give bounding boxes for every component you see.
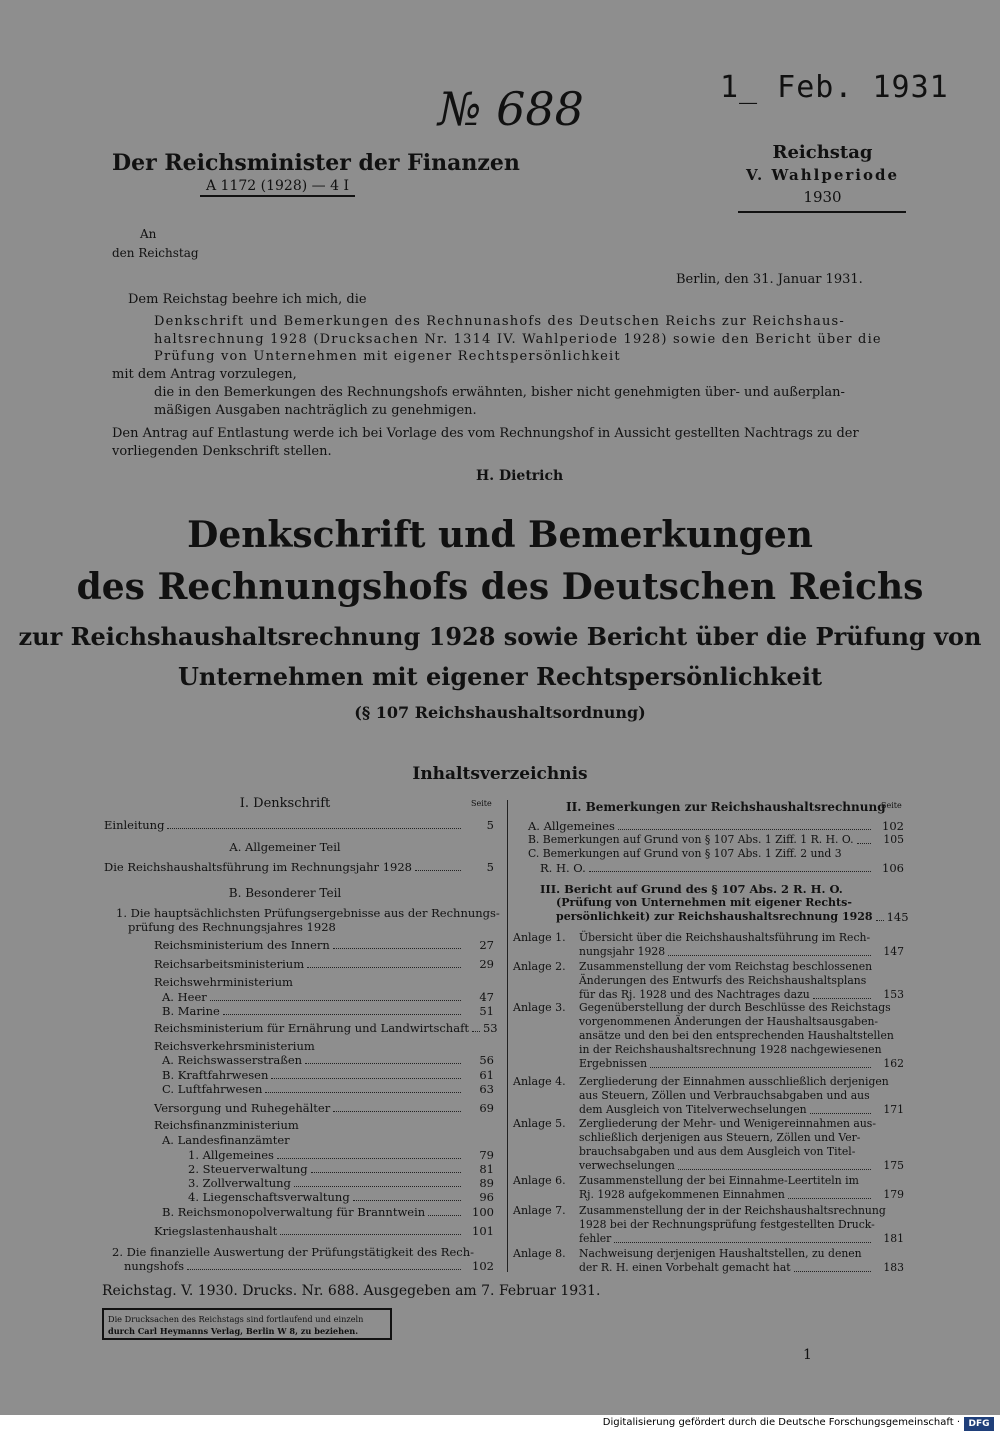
- toc-right-iii-line-2: (Prüfung von Unternehmen mit eigener Rechts-: [556, 896, 852, 909]
- letter-line-6: die in den Bemerkungen des Rechnungshofs erwähnten, bisher nicht genehmigten über- und außerplan-: [154, 385, 845, 400]
- toc-entry-page: 181: [883, 1232, 904, 1245]
- toc-entry-title: fehler: [579, 1232, 612, 1245]
- toc-anlage-line: Nachweisung derjenigen Haushaltstellen, zu denen: [579, 1247, 862, 1260]
- toc-left-versorgung[interactable]: Versorgung und Ruhegehälter 69: [154, 1101, 494, 1115]
- toc-left-heading: I. Denkschrift: [239, 796, 331, 811]
- toc-anlage-line: Zusammenstellung der bei Einnahme-Leertiteln im: [579, 1174, 859, 1187]
- toc-entry-page: 162: [883, 1057, 904, 1070]
- toc-left-verkehr: Reichsverkehrsministerium: [154, 1039, 315, 1053]
- toc-anlage-line: Zergliederung der Einnahmen ausschließlich derjenigen: [579, 1075, 889, 1088]
- publisher-line-2: durch Carl Heymanns Verlag, Berlin W 8, zu beziehen.: [108, 1326, 359, 1336]
- toc-anlage-label: Anlage 1.: [513, 931, 566, 944]
- toc-entry-title: dem Ausgleich von Titelverwechselungen: [579, 1103, 807, 1116]
- title-line-1: Denkschrift und Bemerkungen: [187, 514, 813, 556]
- letter-line-9: vorliegenden Denkschrift stellen.: [112, 444, 332, 459]
- toc-left-allgemeines[interactable]: 1. Allgemeines 79: [188, 1148, 494, 1162]
- toc-column-divider: [507, 800, 508, 1272]
- publisher-line-1: Die Drucksachen des Reichstags sind fortlaufend und einzeln: [108, 1314, 364, 1324]
- toc-left-kriegslasten[interactable]: Kriegslastenhaushalt 101: [154, 1224, 494, 1238]
- wahlperiode-label: V. Wahlperiode: [746, 166, 899, 184]
- toc-anlage-label: Anlage 5.: [513, 1117, 566, 1130]
- title-line-5: (§ 107 Reichshaushaltsordnung): [354, 703, 646, 722]
- toc-left-heer[interactable]: A. Heer 47: [162, 990, 494, 1004]
- toc-anlage-entry[interactable]: [579, 945, 904, 959]
- toc-anlage-line: schließlich derjenigen aus Steuern, Zöllen und Ver-: [579, 1131, 861, 1144]
- toc-left-ernaehrung[interactable]: Reichsministerium für Ernährung und Landwirtschaft 53: [154, 1021, 498, 1035]
- toc-left-luftfahrwesen[interactable]: C. Luftfahrwesen 63: [162, 1082, 494, 1096]
- toc-right-allgemeines[interactable]: A. Allgemeines 102: [528, 819, 904, 833]
- toc-anlage-entry[interactable]: [579, 1232, 904, 1246]
- page-number: 1: [803, 1347, 812, 1363]
- title-line-4: Unternehmen mit eigener Rechtspersönlichkeit: [177, 662, 823, 691]
- toc-anlage-entry[interactable]: [579, 1261, 904, 1275]
- sender-title: Der Reichsminister der Finanzen: [112, 150, 520, 176]
- toc-left-steuerverwaltung[interactable]: 2. Steuerverwaltung 81: [188, 1162, 494, 1176]
- letter-line-1: Dem Reichstag beehre ich mich, die: [128, 292, 367, 307]
- toc-anlage-line: 1928 bei der Rechnungsprüfung festgestellten Druck-: [579, 1218, 875, 1231]
- toc-left-section-b: B. Besonderer Teil: [228, 886, 342, 900]
- toc-anlage-entry[interactable]: [579, 1057, 904, 1071]
- toc-left-marine[interactable]: B. Marine 51: [162, 1004, 494, 1018]
- toc-left-b2-line-2[interactable]: nungshofs 102: [124, 1259, 494, 1273]
- toc-heading: Inhaltsverzeichnis: [412, 764, 588, 784]
- letter-line-3: haltsrechnung 1928 (Drucksachen Nr. 1314 IV. Wahlperiode 1928) sowie den Bericht über die: [154, 332, 882, 347]
- toc-anlage-label: Anlage 7.: [513, 1204, 566, 1217]
- toc-entry-page: 179: [883, 1188, 904, 1201]
- digitization-footer: [0, 1415, 1000, 1434]
- dfg-logo: DFG: [964, 1417, 994, 1431]
- place-date: Berlin, den 31. Januar 1931.: [676, 272, 863, 287]
- footer-credit: Digitalisierung gefördert durch die Deutsche Forschungsgemeinschaft ·: [602, 1417, 960, 1428]
- toc-right-iii-line-3[interactable]: persönlichkeit) zur Reichshaushaltsrechnung 1928 145: [556, 910, 909, 924]
- toc-left-landesfinanzaemter: A. Landesfinanzämter: [162, 1133, 290, 1147]
- toc-anlage-label: Anlage 2.: [513, 960, 566, 973]
- sender-reference: A 1172 (1928) — 4 I: [200, 178, 355, 197]
- toc-right-heading: II. Bemerkungen zur Reichshaushaltsrechnung: [566, 800, 886, 814]
- toc-anlage-entry[interactable]: [579, 1188, 904, 1202]
- letter-line-5: mit dem Antrag vorzulegen,: [112, 367, 297, 382]
- received-stamp: 1_ Feb. 1931: [720, 70, 949, 105]
- toc-anlage-entry[interactable]: [579, 1103, 904, 1117]
- toc-left-wehr: Reichswehrministerium: [154, 975, 293, 989]
- toc-anlage-line: aus Steuern, Zöllen und Verbrauchsabgaben und aus: [579, 1089, 870, 1102]
- toc-left-liegenschaftsverwaltung[interactable]: 4. Liegenschaftsverwaltung 96: [188, 1190, 494, 1204]
- toc-left-monopolverwaltung[interactable]: B. Reichsmonopolverwaltung für Branntwein 100: [162, 1205, 494, 1219]
- addressee-line-2: den Reichstag: [112, 246, 199, 260]
- letter-line-4: Prüfung von Unternehmen mit eigener Rechtspersönlichkeit: [154, 349, 621, 364]
- toc-anlage-label: Anlage 4.: [513, 1075, 566, 1088]
- toc-entry-page: 5: [486, 818, 494, 832]
- publisher-box: [102, 1308, 392, 1340]
- toc-entry-title: der R. H. einen Vorbehalt gemacht hat: [579, 1261, 791, 1274]
- toc-entry-title: für das Rj. 1928 und des Nachtrages dazu: [579, 988, 810, 1001]
- toc-left-finanz: Reichsfinanzministerium: [154, 1118, 299, 1132]
- toc-left-section-a: A. Allgemeiner Teil: [229, 840, 341, 854]
- toc-entry-title: Einleitung: [104, 818, 165, 832]
- toc-left-zollverwaltung[interactable]: 3. Zollverwaltung 89: [188, 1176, 494, 1190]
- toc-left-einleitung[interactable]: [104, 818, 494, 832]
- toc-anlage-line: ansätze und den bei den entsprechenden Haushaltstellen: [579, 1029, 894, 1042]
- year-label: 1930: [803, 188, 842, 206]
- title-line-2: des Rechnungshofs des Deutschen Reichs: [76, 566, 924, 608]
- toc-left-reichshaushaltsfuehrung[interactable]: Die Reichshaushaltsführung im Rechnungsjahr 1928 5: [104, 860, 494, 874]
- toc-anlage-entry[interactable]: [579, 1159, 904, 1173]
- letter-line-7: mäßigen Ausgaben nachträglich zu genehmigen.: [154, 403, 477, 418]
- addressee-line-1: An: [140, 227, 157, 241]
- toc-anlage-line: Änderungen des Entwurfs des Reichshaushaltsplans: [579, 974, 867, 987]
- toc-right-ziff2-line-2[interactable]: R. H. O. 106: [540, 861, 904, 875]
- letter-line-8: Den Antrag auf Entlastung werde ich bei Vorlage des vom Rechnungshof in Aussicht gestellten Nachtrags zu der: [112, 426, 859, 441]
- toc-anlage-line: brauchsabgaben und aus dem Ausgleich von Titel-: [579, 1145, 856, 1158]
- toc-anlage-line: Zusammenstellung der vom Reichstag beschlossenen: [579, 960, 873, 973]
- toc-left-wasserstrassen[interactable]: A. Reichswasserstraßen 56: [162, 1053, 494, 1067]
- toc-entry-page: 147: [883, 945, 904, 958]
- toc-left-seite-label: Seite: [471, 799, 492, 808]
- toc-entry-title: Ergebnissen: [579, 1057, 648, 1070]
- toc-anlage-label: Anlage 6.: [513, 1174, 566, 1187]
- toc-anlage-line: Gegenüberstellung der durch Beschlüsse des Reichstags: [579, 1001, 891, 1014]
- toc-anlage-line: Zergliederung der Mehr- und Wenigereinnahmen aus-: [579, 1117, 876, 1130]
- toc-entry-title: verwechselungen: [579, 1159, 675, 1172]
- document-number: № 688: [438, 82, 584, 136]
- imprint-line: Reichstag. V. 1930. Drucks. Nr. 688. Ausgegeben am 7. Februar 1931.: [102, 1283, 601, 1299]
- toc-right-iii-line-1: III. Bericht auf Grund des § 107 Abs. 2 R. H. O.: [540, 882, 843, 896]
- letter-line-2: Denkschrift und Bemerkungen des Rechnunashofs des Deutschen Reichs zur Reichshaus-: [154, 314, 846, 329]
- toc-anlage-line: vorgenommenen Änderungen der Haushaltsausgaben-: [579, 1015, 879, 1028]
- toc-left-kraftfahrwesen[interactable]: B. Kraftfahrwesen 61: [162, 1068, 494, 1082]
- toc-left-arbeit[interactable]: Reichsarbeitsministerium 29: [154, 957, 494, 971]
- signature: H. Dietrich: [476, 468, 564, 484]
- title-line-3: zur Reichshaushaltsrechnung 1928 sowie Bericht über die Prüfung von: [18, 622, 982, 651]
- toc-entry-page: 175: [883, 1159, 904, 1172]
- toc-entry-title: Rj. 1928 aufgekommenen Einnahmen: [579, 1188, 785, 1201]
- toc-entry-page: 171: [883, 1103, 904, 1116]
- toc-right-seite-label: Seite: [881, 801, 902, 810]
- toc-anlage-label: Anlage 3.: [513, 1001, 566, 1014]
- toc-anlage-line: Zusammenstellung der in der Reichshaushaltsrechnung: [579, 1204, 886, 1217]
- toc-left-b1-line-1: 1. Die hauptsächlichsten Prüfungsergebnisse aus der Rechnungs-: [116, 906, 500, 920]
- toc-entry-page: 153: [883, 988, 904, 1001]
- toc-left-innern[interactable]: Reichsministerium des Innern 27: [154, 938, 494, 952]
- toc-left-b1-line-2: prüfung des Rechnungsjahres 1928: [128, 920, 336, 934]
- toc-right-ziff1[interactable]: B. Bemerkungen auf Grund von § 107 Abs. 1 Ziff. 1 R. H. O. 105: [528, 833, 904, 846]
- toc-entry-page: 183: [883, 1261, 904, 1274]
- reichstag-label: Reichstag: [772, 142, 873, 163]
- toc-anlage-line: Übersicht über die Reichshaushaltsführung im Rech-: [579, 931, 871, 944]
- toc-anlage-line: in der Reichshaushaltsrechnung 1928 nachgewiesenen: [579, 1043, 882, 1056]
- toc-anlage-entry[interactable]: [579, 988, 904, 1002]
- header-rule: [738, 211, 906, 213]
- toc-left-b2-line-1: 2. Die finanzielle Auswertung der Prüfungstätigkeit des Rech-: [112, 1245, 474, 1259]
- toc-entry-title: nungsjahr 1928: [579, 945, 666, 958]
- toc-anlage-label: Anlage 8.: [513, 1247, 566, 1260]
- toc-right-ziff2-line-1: C. Bemerkungen auf Grund von § 107 Abs. 1 Ziff. 2 und 3: [528, 847, 842, 860]
